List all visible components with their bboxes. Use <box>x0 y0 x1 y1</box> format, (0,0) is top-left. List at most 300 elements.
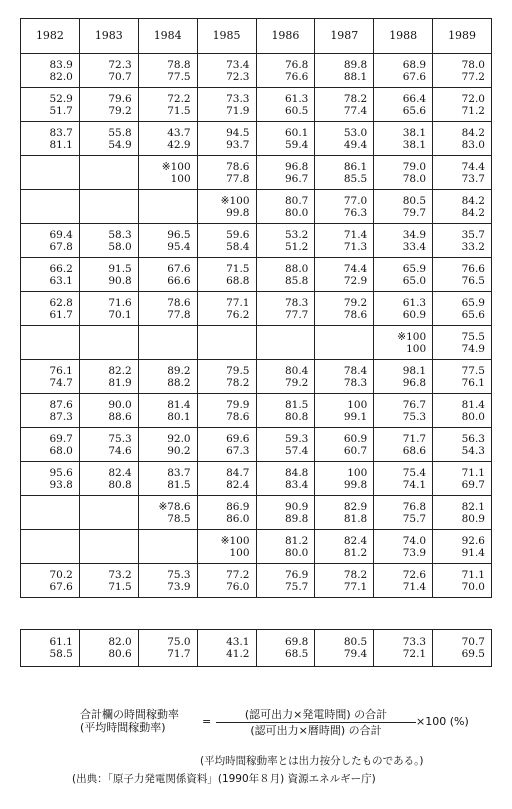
time-rate-value: 59.6 <box>226 228 250 241</box>
rate-cell <box>197 156 256 190</box>
rate-cell <box>79 394 138 428</box>
rate-cell <box>197 224 256 258</box>
time-rate-value: 56.3 <box>461 432 485 445</box>
average-rate-value: 79.2 <box>108 104 132 117</box>
rate-cell <box>79 224 138 258</box>
formula-numerator: (認可出力×発電時間) の合計 <box>216 708 416 723</box>
rate-cell <box>433 394 492 428</box>
time-rate-value: 77.5 <box>461 364 485 377</box>
rate-cell <box>197 88 256 122</box>
time-rate-value: 78.6 <box>167 296 191 309</box>
rate-cell <box>21 530 80 564</box>
rate-cell <box>433 156 492 190</box>
rate-cell <box>433 530 492 564</box>
rate-cell <box>197 496 256 530</box>
rate-cell <box>433 88 492 122</box>
average-rate-value: 33.4 <box>402 240 427 253</box>
rate-cell <box>433 496 492 530</box>
average-rate-value: 88.6 <box>108 410 132 423</box>
time-rate-value: 78.2 <box>343 92 368 105</box>
average-rate-value: 68.6 <box>402 444 427 457</box>
operating-rate-body <box>21 54 492 598</box>
time-rate-value: 73.4 <box>226 58 250 71</box>
time-rate-value: 71.5 <box>226 262 250 275</box>
time-rate-value: 94.5 <box>226 126 250 139</box>
average-rate-value: 99.8 <box>343 478 368 491</box>
average-rate-value: 74.1 <box>402 478 427 491</box>
average-rate-value: 75.7 <box>284 580 309 593</box>
average-rate-value: 71.5 <box>167 104 191 117</box>
average-rate-value: 71.4 <box>402 580 427 593</box>
average-rate-value: 100 <box>170 172 191 185</box>
average-rate-value: 81.8 <box>343 512 368 525</box>
time-rate-value: 90.9 <box>284 500 309 513</box>
time-rate-value: 76.8 <box>402 500 427 513</box>
average-rate-value: 74.9 <box>461 342 485 355</box>
year-header-cell: 1983 <box>79 19 138 54</box>
time-rate-value: 96.5 <box>167 228 191 241</box>
time-rate-value: 78.4 <box>343 364 368 377</box>
time-rate-value: 83.7 <box>167 466 191 479</box>
rate-cell <box>374 530 433 564</box>
average-rate-value: 38.1 <box>402 138 427 151</box>
average-rate-value: 51.7 <box>49 104 73 117</box>
average-rate-value: 95.4 <box>167 240 191 253</box>
time-rate-value: 65.9 <box>402 262 427 275</box>
average-rate-value: 70.1 <box>108 308 132 321</box>
time-rate-value: 75.4 <box>402 466 427 479</box>
time-rate-value: 81.4 <box>167 398 191 411</box>
time-rate-value: 53.0 <box>343 126 368 139</box>
total-time-rate-value: 61.1 <box>49 636 73 648</box>
total-time-rate-value: 73.3 <box>402 636 427 648</box>
rate-cell <box>433 122 492 156</box>
year-header-cell: 1988 <box>374 19 433 54</box>
average-rate-value: 70.0 <box>461 580 485 593</box>
time-rate-value: 77.1 <box>226 296 250 309</box>
time-rate-value: 76.9 <box>284 568 309 581</box>
rate-cell <box>315 156 374 190</box>
average-rate-value: 80.0 <box>284 206 309 219</box>
average-rate-value: 61.7 <box>49 308 73 321</box>
table-row <box>21 122 492 156</box>
total-cell <box>138 630 197 667</box>
rate-cell <box>138 394 197 428</box>
time-rate-value: 67.6 <box>167 262 191 275</box>
time-rate-value: 65.9 <box>461 296 485 309</box>
rate-cell <box>433 54 492 88</box>
year-header-cell: 1982 <box>21 19 80 54</box>
time-rate-value: 98.1 <box>402 364 427 377</box>
average-rate-value: 84.2 <box>461 206 485 219</box>
time-rate-value: 71.4 <box>343 228 368 241</box>
total-average-rate-value: 68.5 <box>284 648 309 660</box>
rate-cell <box>256 428 315 462</box>
table-row <box>21 326 492 360</box>
rate-cell <box>256 122 315 156</box>
time-rate-value: 78.3 <box>284 296 309 309</box>
rate-cell <box>433 428 492 462</box>
average-rate-value: 75.7 <box>402 512 427 525</box>
average-rate-value: 65.6 <box>461 308 485 321</box>
rate-cell <box>315 564 374 598</box>
rate-cell <box>138 88 197 122</box>
average-rate-value: 83.4 <box>284 478 309 491</box>
time-rate-value: 53.2 <box>284 228 309 241</box>
time-rate-value: ※100 <box>220 534 250 547</box>
time-rate-value: 43.7 <box>167 126 191 139</box>
total-time-rate-value: 80.5 <box>343 636 368 648</box>
time-rate-value: 58.3 <box>108 228 132 241</box>
average-rate-value: 65.6 <box>402 104 427 117</box>
rate-cell <box>433 190 492 224</box>
time-rate-value: 81.4 <box>461 398 485 411</box>
rate-cell <box>256 496 315 530</box>
average-rate-value: 60.5 <box>284 104 309 117</box>
rate-cell <box>374 394 433 428</box>
time-rate-value: 81.5 <box>284 398 309 411</box>
rate-cell <box>315 54 374 88</box>
rate-cell <box>197 258 256 292</box>
total-cell <box>256 630 315 667</box>
rate-cell <box>256 564 315 598</box>
time-rate-value: 84.8 <box>284 466 309 479</box>
year-header-cell: 1989 <box>433 19 492 54</box>
average-rate-value: 67.6 <box>49 580 73 593</box>
average-rate-value: 70.7 <box>108 70 132 83</box>
year-header-cell: 1987 <box>315 19 374 54</box>
table-row <box>21 292 492 326</box>
time-rate-value: 86.1 <box>343 160 368 173</box>
time-rate-value: 82.4 <box>343 534 368 547</box>
time-rate-value: 77.2 <box>226 568 250 581</box>
rate-cell <box>138 258 197 292</box>
time-rate-value: 100 <box>347 398 368 411</box>
rate-cell <box>315 122 374 156</box>
time-rate-value: 84.2 <box>461 126 485 139</box>
time-rate-value: 95.6 <box>49 466 73 479</box>
average-rate-value: 71.2 <box>461 104 485 117</box>
average-rate-value: 60.7 <box>343 444 368 457</box>
average-rate-value: 90.2 <box>167 444 191 457</box>
average-rate-value: 80.8 <box>108 478 132 491</box>
rate-cell <box>21 428 80 462</box>
time-rate-value: 75.5 <box>461 330 485 343</box>
time-rate-value: 79.2 <box>343 296 368 309</box>
time-rate-value: 69.7 <box>49 432 73 445</box>
average-rate-value: 78.6 <box>343 308 368 321</box>
time-rate-value: 72.2 <box>167 92 191 105</box>
time-rate-value: 71.7 <box>402 432 427 445</box>
rate-cell <box>138 428 197 462</box>
time-rate-value: 74.0 <box>402 534 427 547</box>
time-rate-value: 38.1 <box>402 126 427 139</box>
rate-cell <box>21 462 80 496</box>
time-rate-value: ※100 <box>397 330 427 343</box>
rate-cell <box>21 496 80 530</box>
average-rate-value: 51.2 <box>284 240 309 253</box>
average-rate-value: 54.9 <box>108 138 132 151</box>
time-rate-value: ※78.6 <box>158 500 191 513</box>
time-rate-value: 84.7 <box>226 466 250 479</box>
time-rate-value: ※100 <box>161 160 191 173</box>
rate-cell <box>197 428 256 462</box>
rate-cell <box>79 360 138 394</box>
rate-cell <box>315 258 374 292</box>
average-rate-value: 76.6 <box>284 70 309 83</box>
table-row <box>21 564 492 598</box>
rate-cell <box>256 292 315 326</box>
rate-cell <box>21 258 80 292</box>
rate-cell <box>433 326 492 360</box>
average-rate-value: 54.3 <box>461 444 485 457</box>
rate-cell <box>374 88 433 122</box>
rate-cell <box>374 224 433 258</box>
rate-cell <box>315 360 374 394</box>
rate-cell <box>21 292 80 326</box>
time-rate-value: 68.9 <box>402 58 427 71</box>
rate-cell <box>374 292 433 326</box>
rate-cell <box>197 292 256 326</box>
total-time-rate-value: 69.8 <box>284 636 309 648</box>
average-rate-value: 85.8 <box>284 274 309 287</box>
rate-cell <box>79 496 138 530</box>
time-rate-value: 62.8 <box>49 296 73 309</box>
rate-cell <box>256 190 315 224</box>
time-rate-value: 79.6 <box>108 92 132 105</box>
rate-cell <box>79 88 138 122</box>
total-average-rate-value: 79.4 <box>343 648 368 660</box>
average-rate-value: 58.0 <box>108 240 132 253</box>
average-rate-value: 91.4 <box>461 546 485 559</box>
rate-cell <box>21 190 80 224</box>
average-rate-value: 79.7 <box>402 206 427 219</box>
table-row <box>21 88 492 122</box>
table-row <box>21 224 492 258</box>
time-rate-value: 52.9 <box>49 92 73 105</box>
time-rate-value: 79.9 <box>226 398 250 411</box>
rate-cell <box>256 394 315 428</box>
rate-cell <box>374 156 433 190</box>
average-rate-value: 78.5 <box>167 512 191 525</box>
average-rate-value: 81.9 <box>108 376 132 389</box>
average-rate-value: 77.4 <box>343 104 368 117</box>
rate-cell <box>21 360 80 394</box>
time-rate-value: 60.1 <box>284 126 309 139</box>
average-rate-value: 80.0 <box>461 410 485 423</box>
average-rate-value: 80.8 <box>284 410 309 423</box>
rate-cell <box>315 190 374 224</box>
average-rate-value: 74.6 <box>108 444 132 457</box>
rate-cell <box>21 564 80 598</box>
total-average-rate-value: 58.5 <box>49 648 73 660</box>
time-rate-value: 92.0 <box>167 432 191 445</box>
average-rate-value: 59.4 <box>284 138 309 151</box>
formula-denominator: (認可出力×暦時間) の合計 <box>250 724 382 737</box>
total-average-rate-value: 69.5 <box>461 648 485 660</box>
rate-cell <box>256 258 315 292</box>
time-rate-value: 55.8 <box>108 126 132 139</box>
time-rate-value: 74.4 <box>461 160 485 173</box>
rate-cell <box>197 360 256 394</box>
table-row <box>21 258 492 292</box>
rate-cell <box>138 122 197 156</box>
time-rate-value: 83.9 <box>49 58 73 71</box>
average-rate-value: 78.2 <box>226 376 250 389</box>
time-rate-value: 78.2 <box>343 568 368 581</box>
time-rate-value: 60.9 <box>343 432 368 445</box>
rate-cell <box>138 190 197 224</box>
rate-cell <box>374 360 433 394</box>
footnote: (平均時間稼動率とは出力按分したものである。) <box>200 755 424 767</box>
average-rate-value: 67.6 <box>402 70 427 83</box>
rate-cell <box>79 122 138 156</box>
year-header-cell: 1984 <box>138 19 197 54</box>
time-rate-value: 76.6 <box>461 262 485 275</box>
average-rate-value: 82.0 <box>49 70 73 83</box>
time-rate-value: 78.6 <box>226 160 250 173</box>
average-rate-value: 42.9 <box>167 138 191 151</box>
rate-cell <box>315 462 374 496</box>
table-row <box>21 530 492 564</box>
average-rate-value: 71.5 <box>108 580 132 593</box>
rate-cell <box>79 428 138 462</box>
average-rate-value: 77.5 <box>167 70 191 83</box>
time-rate-value: 78.8 <box>167 58 191 71</box>
average-rate-value: 71.3 <box>343 240 368 253</box>
time-rate-value: 69.4 <box>49 228 73 241</box>
rate-cell <box>256 54 315 88</box>
rate-cell <box>315 394 374 428</box>
average-rate-value: 77.7 <box>284 308 309 321</box>
formula-block <box>80 708 480 738</box>
rate-cell <box>138 224 197 258</box>
time-rate-value: 34.9 <box>402 228 427 241</box>
average-rate-value: 49.4 <box>343 138 368 151</box>
average-rate-value: 88.1 <box>343 70 368 83</box>
total-time-rate-value: 75.0 <box>167 636 191 648</box>
rate-cell <box>374 326 433 360</box>
rate-cell <box>197 462 256 496</box>
time-rate-value: 73.3 <box>226 92 250 105</box>
average-rate-value: 76.2 <box>226 308 250 321</box>
average-rate-value: 66.6 <box>167 274 191 287</box>
rate-cell <box>315 292 374 326</box>
time-rate-value: 73.2 <box>108 568 132 581</box>
time-rate-value: 82.4 <box>108 466 132 479</box>
average-rate-value: 63.1 <box>49 274 73 287</box>
total-cell <box>433 630 492 667</box>
rate-cell <box>138 530 197 564</box>
average-rate-value: 67.8 <box>49 240 73 253</box>
rate-cell <box>374 122 433 156</box>
rate-cell <box>21 326 80 360</box>
time-rate-value: 76.8 <box>284 58 309 71</box>
average-rate-value: 76.1 <box>461 376 485 389</box>
average-rate-value: 74.7 <box>49 376 73 389</box>
formula-multiplier: ×100 (%) <box>416 715 469 728</box>
average-rate-value: 78.3 <box>343 376 368 389</box>
time-rate-value: 82.9 <box>343 500 368 513</box>
rate-cell <box>21 54 80 88</box>
average-rate-value: 78.0 <box>402 172 427 185</box>
table-row <box>21 462 492 496</box>
rate-cell <box>256 224 315 258</box>
table-row <box>21 190 492 224</box>
rate-cell <box>374 258 433 292</box>
rate-cell <box>138 54 197 88</box>
formula-left <box>80 708 179 734</box>
rate-cell <box>256 360 315 394</box>
average-rate-value: 100 <box>229 546 250 559</box>
rate-cell <box>374 496 433 530</box>
total-average-rate-value: 41.2 <box>226 648 250 660</box>
rate-cell <box>433 258 492 292</box>
average-rate-value: 86.0 <box>226 512 250 525</box>
time-rate-value: 89.2 <box>167 364 191 377</box>
rate-cell <box>315 88 374 122</box>
rate-cell <box>374 54 433 88</box>
average-rate-value: 89.8 <box>284 512 309 525</box>
time-rate-value: 96.8 <box>284 160 309 173</box>
table-row <box>21 156 492 190</box>
rate-cell <box>21 122 80 156</box>
average-rate-value: 75.3 <box>402 410 427 423</box>
rate-cell <box>138 292 197 326</box>
rate-cell <box>374 190 433 224</box>
rate-cell <box>374 564 433 598</box>
average-rate-value: 96.7 <box>284 172 309 185</box>
time-rate-value: 72.0 <box>461 92 485 105</box>
table-row <box>21 54 492 88</box>
time-rate-value: 82.2 <box>108 364 132 377</box>
rate-cell <box>79 292 138 326</box>
time-rate-value: 35.7 <box>461 228 485 241</box>
rate-cell <box>138 156 197 190</box>
total-time-rate-value: 82.0 <box>108 636 132 648</box>
time-rate-value: 76.1 <box>49 364 73 377</box>
average-rate-value: 76.5 <box>461 274 485 287</box>
totals-row <box>21 630 492 667</box>
total-cell <box>374 630 433 667</box>
average-rate-value: 81.1 <box>49 138 73 151</box>
average-rate-value: 81.5 <box>167 478 191 491</box>
rate-cell <box>21 156 80 190</box>
total-time-rate-value: 43.1 <box>226 636 250 648</box>
rate-cell <box>197 190 256 224</box>
time-rate-value: 72.6 <box>402 568 427 581</box>
average-rate-value: 60.9 <box>402 308 427 321</box>
rate-cell <box>433 462 492 496</box>
average-rate-value: 90.8 <box>108 274 132 287</box>
time-rate-value: 71.1 <box>461 568 485 581</box>
year-header-cell: 1986 <box>256 19 315 54</box>
average-rate-value: 82.4 <box>226 478 250 491</box>
average-rate-value: 80.1 <box>167 410 191 423</box>
time-rate-value: 86.9 <box>226 500 250 513</box>
average-rate-value: 73.9 <box>167 580 191 593</box>
rate-cell <box>433 564 492 598</box>
time-rate-value: 75.3 <box>167 568 191 581</box>
time-rate-value: 91.5 <box>108 262 132 275</box>
rate-cell <box>79 156 138 190</box>
rate-cell <box>374 428 433 462</box>
total-cell <box>79 630 138 667</box>
average-rate-value: 73.7 <box>461 172 485 185</box>
average-rate-value: 96.8 <box>402 376 427 389</box>
rate-cell <box>197 530 256 564</box>
rate-cell <box>79 54 138 88</box>
